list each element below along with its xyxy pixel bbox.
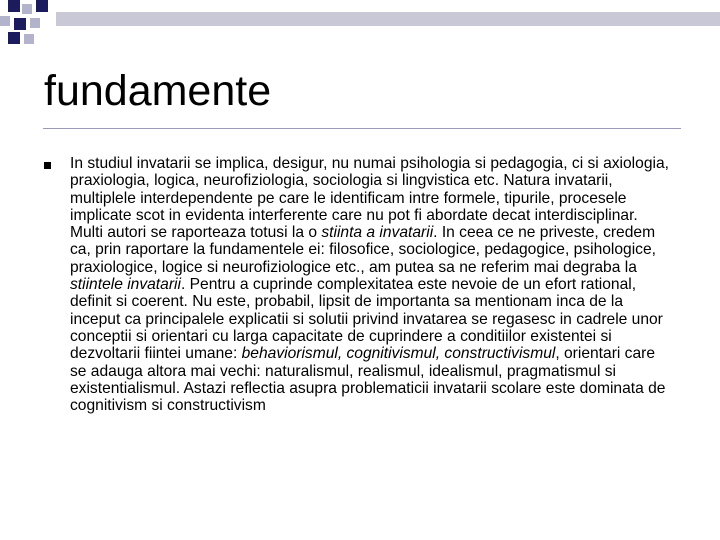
- deco-square: [0, 16, 10, 26]
- paragraph-text: , orientari care se adauga altora mai vechi: naturalismul, realismul, idealismul, pragmatismul si existentialismul. Astazi reflectia asupra problematicii invatarii scolare este dominata de cognitivism si constructivism: [70, 345, 666, 415]
- top-decorative-bar: [56, 12, 720, 26]
- slide-title: fundamente: [44, 67, 272, 115]
- paragraph-text: . In ceea ce ne priveste, credem ca, prin raportare la fundamentele ei: filosofice, sociologice, pedagogice, psihologice, praxiologice, logice si neurofiziologice etc., am putea sa ne referim mai degraba la: [70, 224, 656, 276]
- emphasized-text: stiintele invatarii: [70, 276, 181, 294]
- deco-square: [14, 18, 26, 30]
- emphasized-text: behaviorismul, cognitivismul, constructivismul: [241, 345, 556, 363]
- deco-square: [22, 4, 32, 14]
- deco-square: [8, 32, 20, 44]
- deco-square: [36, 0, 48, 12]
- paragraph-text: In studiul invatarii se implica, desigur, nu numai psihologia si pedagogia, ci si axiologia, praxiologia, logica, neurofiziologia, sociologia si lingvistica etc. Natura invatarii, multiplele interdependente pe care le identificam intre formele, tipurile, procesele implicate scot in evidenta interferente care nu pot fi abordate decat interdisciplinar. Multi autori se raporteaza totusi la o: [70, 155, 669, 242]
- deco-square: [8, 0, 20, 12]
- body-paragraph: [70, 155, 675, 414]
- bullet-square-icon: [44, 162, 51, 169]
- paragraph-text: . Pentru a cuprinde complexitatea este nevoie de un efort rational, definit si coerent. Nu este, probabil, lipsit de importanta sa mentionam inca de la inceput ca principalele explicatii si solutii privind invatarea se regasesc in cadrele unor conceptii si orientari cu larga capacitate de cuprindere a conditiilor existentei si dezvoltarii fiintei umane:: [70, 276, 663, 363]
- deco-square: [24, 34, 34, 44]
- emphasized-text: stiinta a invatarii: [321, 224, 434, 242]
- title-divider: [43, 128, 681, 129]
- corner-decoration: [0, 0, 720, 60]
- deco-square: [30, 18, 40, 28]
